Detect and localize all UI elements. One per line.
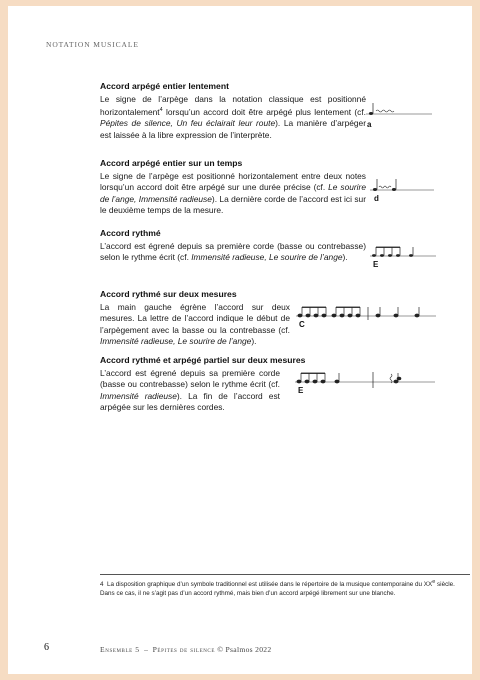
section-text: L’accord est égrené depuis sa première corde (basse ou contrebasse) selon le rythme écrit (cf. Immensité radieuse). La fin de l’accord est arpégée sur les dernières cordes. (100, 368, 280, 412)
section-text: Le signe de l’arpège dans la notation classique est positionné horizontalement$^4$ lorsqu’un accord doit être arpégé plus lentement (cf. Pépites de silence, Un feu éclairait leur route). La manière d’arpéger est laissée à la libre expression de l’interprète. (100, 94, 366, 140)
section-text: Le signe de l’arpège est positionné horizontalement entre deux notes lorsqu’un accord doit être arpégé sur une durée précise (cf. Le sourire de l’ange, Immensité radieuse). La dernière corde de l’accord est ici sur le deuxième temps de la mesure. (100, 171, 366, 215)
section-arpege-temps (100, 158, 366, 216)
chord-label: C (299, 320, 305, 329)
page-number: 6 (44, 642, 49, 653)
collection-name: Ensemble 5 (100, 645, 140, 654)
section-accord-rythme (100, 228, 366, 264)
notation-example-arpege-temps (370, 178, 434, 194)
footnote-text: 4 La disposition graphique d’un symbole traditionnel est utilisée dans le répertoire de la musique contemporaine du XXe siècle. Dans ce cas, il ne s’agit pas d’un accord rythmé, mais bien d’un accord arpégé librement sur une blanche. (100, 579, 455, 597)
chord-label: E (298, 386, 304, 395)
notation-example-rythme-arpege-partiel (295, 370, 435, 388)
notation-example-arpege-lent (366, 102, 432, 118)
work-title: Pépites de silence (152, 645, 216, 654)
chord-label: d (374, 194, 379, 203)
page-footer (100, 645, 272, 654)
copyright: © Psalmos 2022 (217, 645, 272, 654)
section-arpege-lent (100, 81, 366, 141)
section-text: L’accord est égrené depuis sa première corde (basse ou contrebasse) selon le rythme écrit (cf. Immensité radieuse, Le sourire de l’ange). (100, 241, 366, 263)
section-rythme-deux-mesures (100, 289, 290, 347)
notation-example-accord-rythme (370, 244, 436, 260)
footnote (100, 574, 470, 598)
footnote-number: 4 (100, 581, 104, 589)
section-text: La main gauche égrène l’accord sur deux mesures. La lettre de l’accord indique le début de l’arpègement avec la basse ou la contrebasse (cf. Immensité radieuse, Le sourire de l’ange). (100, 302, 290, 346)
notation-example-rythme-deux-mesures (296, 304, 436, 320)
document-page (8, 6, 472, 674)
section-title: Accord arpégé entier sur un temps (100, 158, 243, 168)
footer-separator: – (144, 645, 149, 654)
running-header: NOTATION MUSICALE (46, 40, 139, 49)
chord-label: E (373, 260, 379, 269)
section-title: Accord arpégé entier lentement (100, 81, 229, 91)
footnote-ref[interactable]: 4 (159, 107, 163, 114)
section-title: Accord rythmé sur deux mesures (100, 289, 237, 299)
section-title: Accord rythmé (100, 228, 161, 238)
chord-label: a (367, 120, 372, 129)
section-title: Accord rythmé et arpégé partiel sur deux mesures (100, 355, 306, 365)
